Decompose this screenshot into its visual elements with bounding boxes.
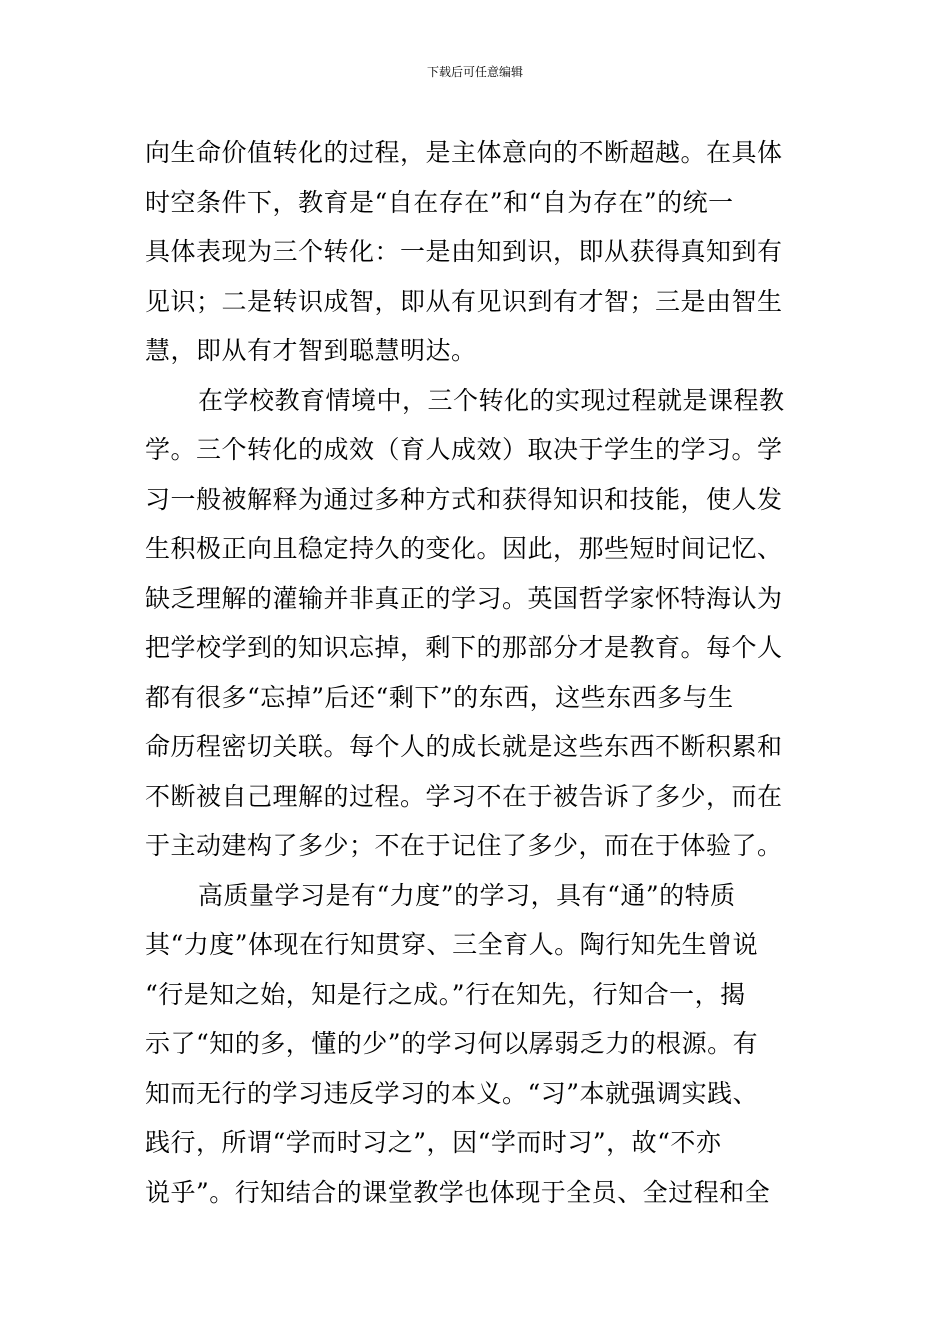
text-line: 都有很多“忘掉”后还“剩下”的东西，这些东西多与生	[145, 682, 734, 712]
text-line: “行是知之始，知是行之成。”行在知先，行知合一，揭	[145, 979, 746, 1009]
text-line: 不断被自己理解的过程。学习不在于被告诉了多少，而在	[145, 781, 783, 811]
document-body	[145, 128, 810, 1217]
text-line: 知而无行的学习违反学习的本义。“习”本就强调实践、	[145, 1078, 759, 1108]
text-line: 时空条件下，教育是“自在存在”和“自为存在”的统一	[145, 187, 734, 217]
text-line: 示了“知的多，懂的少”的学习何以孱弱乏力的根源。有	[145, 1029, 759, 1058]
text-line: 命历程密切关联。每个人的成长就是这些东西不断积累和	[145, 732, 783, 761]
text-line: 习一般被解释为通过多种方式和获得知识和技能，使人发	[145, 484, 783, 514]
text-line: 把学校学到的知识忘掉，剩下的那部分才是教育。每个人	[145, 633, 783, 662]
paragraph-start-line: 在学校教育情境中，三个转化的实现过程就是课程教	[198, 385, 785, 415]
text-line: 慧，即从有才智到聪慧明达。	[145, 336, 477, 365]
page-header: 下载后可任意编辑	[426, 65, 523, 79]
text-line: 其“力度”体现在行知贯穿、三全育人。陶行知先生曾说	[145, 930, 759, 959]
text-line: 于主动建构了多少；不在于记住了多少，而在于体验了。	[145, 831, 783, 860]
text-line: 践行，所谓“学而时习之”，因“学而时习”，故“不亦	[145, 1128, 722, 1157]
text-line: 生积极正向且稳定持久的变化。因此，那些短时间记忆、	[145, 534, 783, 563]
text-line: 具体表现为三个转化：一是由知到识，即从获得真知到有	[145, 237, 783, 266]
paragraph-start-line: 高质量学习是有“力度”的学习，具有“通”的特质	[198, 880, 736, 910]
text-line: 缺乏理解的灌输并非真正的学习。英国哲学家怀特海认为	[145, 583, 783, 613]
text-line: 向生命价值转化的过程，是主体意向的不断超越。在具体	[145, 138, 783, 167]
text-line: 说乎”。行知结合的课堂教学也体现于全员、全过程和全	[145, 1177, 771, 1207]
text-line: 见识；二是转识成智，即从有见识到有才智；三是由智生	[145, 286, 783, 316]
text-line: 学。三个转化的成效（育人成效）取决于学生的学习。学	[145, 435, 783, 464]
